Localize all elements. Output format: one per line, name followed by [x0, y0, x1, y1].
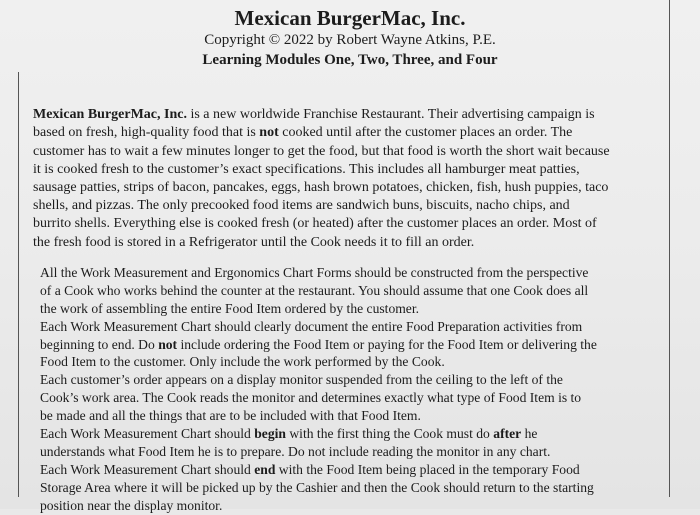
- intro-paragraph: [33, 88, 665, 252]
- text-run: begin: [254, 426, 286, 442]
- text-run: is a new worldwide Franchise Restaurant. Their advertising campaign is based on fresh, high-quality food that is: [33, 107, 595, 141]
- right-border-line: [669, 0, 670, 497]
- text-run: with the first thing the Cook must do: [285, 426, 494, 442]
- text-run: cooked until after the customer places an order. The customer has to wait a few minutes longer to get the food, but that food is worth the short wait because it is cooked fresh to the customer’s exact specifications. This includes all hamburger meat patties, sausage patties, strips of bacon, pancakes, eggs, hash brown potatoes, chicken, fish, hush puppies, taco shells, and pizzas. The only precooked food items are sandwich buns, biscuits, nacho chips, and burrito shells. Everything else is cooked fresh (or heated) after the customer places an order. Most of the fresh food is stored in a Refrigerator until the Cook needs it to fill an order.: [33, 125, 610, 250]
- text-run: end: [254, 461, 276, 477]
- text-run: include ordering the Food Item or paying for the Food Item or delivering the Food Item to the customer. Only include the work performed by the Cook. Each customer’s order appears on a display monitor suspended from the ceiling to the left of the Cook’s work area. The Cook reads the monitor and determines exactly what type of Food Item is to be made and all the things that are to be included with that Food Item. Each Work Measurement Chart should: [40, 336, 597, 442]
- document-title: Mexican BurgerMac, Inc.: [234, 6, 466, 30]
- text-run: not: [259, 125, 279, 141]
- text-run: All the Work Measurement and Ergonomics Chart Forms should be constructed from the perspective of a Cook who works behind the counter at the restaurant. You should assume that one Cook does all the work of assembling the entire Food Item ordered by the customer. Each Work Measurement Chart should clearly document the entire Food Preparation activities from beginning to end. Do: [40, 264, 589, 352]
- text-run: Mexican BurgerMac, Inc.: [33, 107, 187, 123]
- document-header: [0, 6, 700, 70]
- learning-modules-line: Learning Modules One, Two, Three, and Four: [202, 52, 498, 68]
- text-run: with the Food Item being placed in the temporary Food Storage Area where it will be picked up by the Cashier and then the Cook should return to the starting position near the display monitor.: [40, 461, 594, 513]
- text-run: not: [158, 336, 178, 352]
- instructions-paragraph: [40, 246, 660, 515]
- text-run: he understands what Food Item he is to prepare. Do not include reading the monitor in any chart. Each Work Measurement Chart should: [40, 426, 551, 477]
- left-border-line: [18, 72, 19, 497]
- copyright-line: Copyright © 2022 by Robert Wayne Atkins, P.E.: [204, 32, 496, 48]
- text-run: after: [493, 426, 522, 442]
